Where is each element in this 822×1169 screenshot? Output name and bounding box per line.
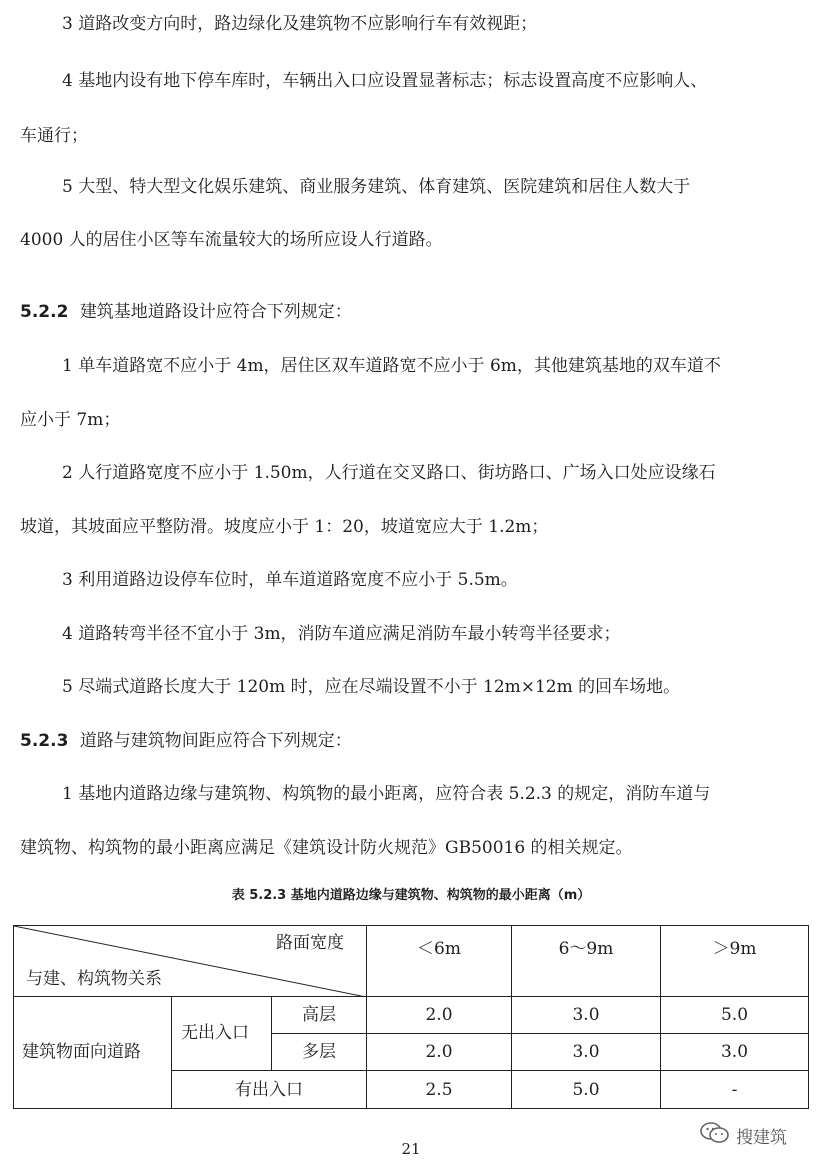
- watermark-text: 搜建筑: [736, 1128, 787, 1148]
- row-label: 有出入口: [235, 1080, 303, 1100]
- section-title: 道路与建筑物间距应符合下列规定：: [79, 731, 352, 751]
- table-cell: -: [731, 1080, 738, 1100]
- paragraph-item-4-cont: 车通行；: [20, 126, 88, 146]
- table-cell: 2.0: [425, 1005, 453, 1025]
- table-cell: 3.0: [572, 1042, 600, 1062]
- clause-522-3: 3 利用道路边设停车位时，单车道道路宽度不应小于 5.5m。: [62, 570, 518, 590]
- table-caption: 表 5.2.3 基地内道路边缘与建筑物、构筑物的最小距离（m）: [231, 888, 591, 903]
- subgroup-label: 无出入口: [181, 1023, 249, 1043]
- clause-522-4: 4 道路转弯半径不宜小于 3m，消防车道应满足消防车最小转弯半径要求；: [62, 624, 621, 644]
- section-523-heading: [20, 729, 352, 753]
- table-cell: 5.0: [720, 1005, 749, 1025]
- paragraph-item-5-cont: 4000 人的居住小区等车流量较大的场所应设人行道路。: [20, 230, 443, 250]
- table-cell: 3.0: [572, 1005, 600, 1025]
- header-relation: 与建、构筑物关系: [26, 969, 162, 989]
- paragraph-item-3: 3 道路改变方向时，路边绿化及建筑物不应影响行车有效视距；: [62, 14, 538, 34]
- section-number: 5.2.3: [20, 731, 69, 751]
- clause-522-2: 2 人行道路宽度不应小于 1.50m，人行道在交叉路口、街坊路口、广场入口处应设缘石: [62, 463, 716, 483]
- header-road-width: 路面宽度: [276, 933, 344, 953]
- clause-522-5: 5 尽端式道路长度大于 120m 时，应在尽端设置不小于 12m×12m 的回车场地。: [62, 677, 681, 697]
- row-divider: [271, 1033, 808, 1034]
- table-cell: 3.0: [720, 1042, 749, 1062]
- table-cell: 2.0: [425, 1042, 453, 1062]
- distance-table: [13, 925, 809, 1109]
- clause-522-1-cont: 应小于 7m；: [20, 410, 121, 430]
- column-header: 6～9m: [558, 939, 614, 959]
- page-number: 21: [401, 1140, 421, 1158]
- paragraph-item-4: 4 基地内设有地下停车库时，车辆出入口应设置显著标志；标志设置高度不应影响人、: [62, 71, 708, 91]
- row-divider: [171, 1070, 808, 1071]
- clause-523-1-cont: 建筑物、构筑物的最小距离应满足《建筑设计防火规范》GB50016 的相关规定。: [20, 838, 633, 858]
- section-number: 5.2.2: [20, 302, 69, 322]
- clause-523-1: 1 基地内道路边缘与建筑物、构筑物的最小距离，应符合表 5.2.3 的规定，消防车道与: [62, 784, 711, 804]
- clause-522-1: 1 单车道路宽不应小于 4m，居住区双车道路宽不应小于 6m，其他建筑基地的双车道不: [62, 356, 721, 376]
- row-label: 高层: [302, 1005, 336, 1025]
- group-label: 建筑物面向道路: [22, 1042, 141, 1062]
- row-label: 多层: [302, 1042, 336, 1062]
- table-cell: 5.0: [572, 1080, 600, 1100]
- section-522-heading: [20, 300, 352, 324]
- section-title: 建筑基地道路设计应符合下列规定：: [79, 302, 352, 322]
- column-header: ＜6m: [417, 939, 461, 959]
- clause-522-2-cont: 坡道，其坡面应平整防滑。坡度应小于 1：20，坡道宽应大于 1.2m；: [20, 517, 549, 537]
- column-header: ＞9m: [712, 939, 757, 959]
- table-cell: 2.5: [425, 1080, 453, 1100]
- row-divider: [14, 996, 808, 997]
- paragraph-item-5: 5 大型、特大型文化娱乐建筑、商业服务建筑、体育建筑、医院建筑和居住人数大于: [62, 177, 691, 197]
